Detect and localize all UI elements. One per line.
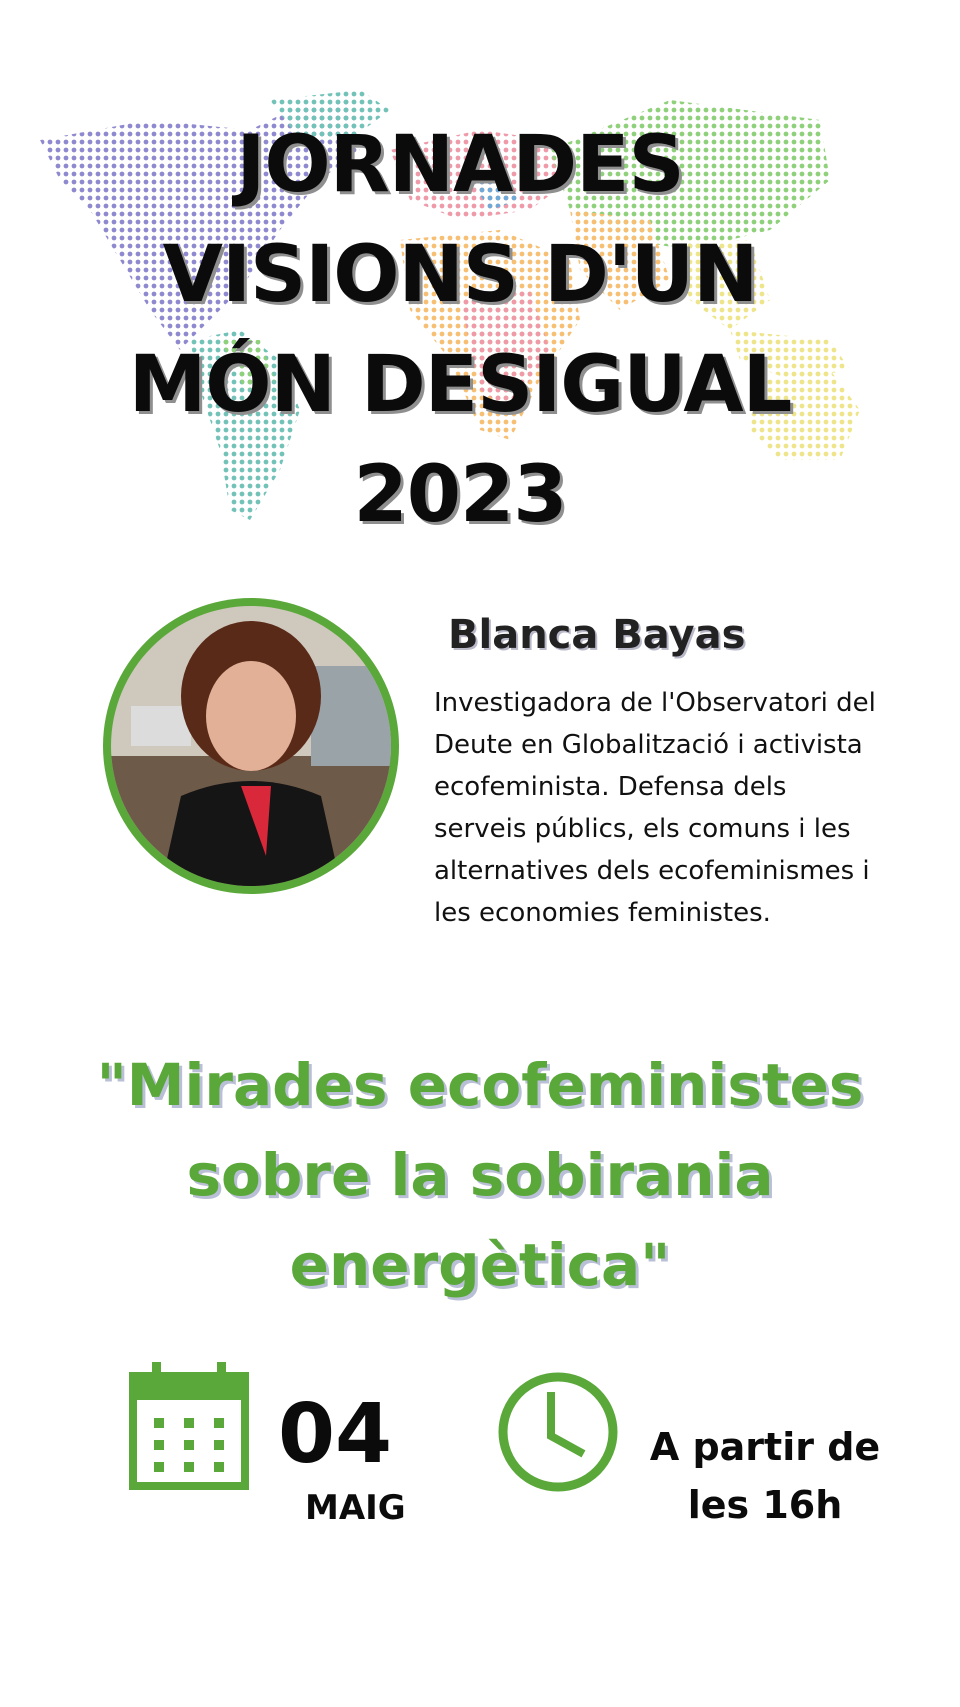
bio-line: les economies feministes. <box>434 898 771 928</box>
title-year: 2023 <box>353 450 567 540</box>
talk-title <box>40 1040 920 1310</box>
time-line: les 16h <box>687 1483 843 1527</box>
title-line-3: MÓN DESIGUAL <box>128 340 792 430</box>
bio-line: ecofeminista. Defensa dels <box>434 772 787 802</box>
bio-line: Deute en Globalització i activista <box>434 730 863 760</box>
bio-line: Investigadora de l'Observatori del <box>434 688 876 718</box>
bio-line: alternatives dels ecofeminismes i <box>434 856 870 886</box>
talk-title-line: sobre la sobirania <box>186 1141 774 1209</box>
talk-title-line: energètica" <box>289 1231 671 1299</box>
talk-title-line: "Mirades ecofeministes <box>96 1051 864 1119</box>
bio-line: serveis públics, els comuns i les <box>434 814 851 844</box>
title-line-2: VISIONS D'UN <box>162 230 758 320</box>
event-day: 04 <box>278 1387 393 1482</box>
event-time <box>640 1418 890 1534</box>
time-line: A partir de <box>649 1425 881 1469</box>
speaker-name: Blanca Bayas <box>448 612 746 658</box>
calendar-icon <box>128 1362 250 1492</box>
speaker-photo <box>111 606 391 886</box>
event-title <box>0 110 960 550</box>
clock-icon <box>496 1370 620 1494</box>
event-month: MAIG <box>305 1488 406 1528</box>
title-line-1: JORNADES <box>236 120 684 210</box>
speaker-photo-frame <box>103 598 399 894</box>
speaker-bio <box>434 682 934 934</box>
